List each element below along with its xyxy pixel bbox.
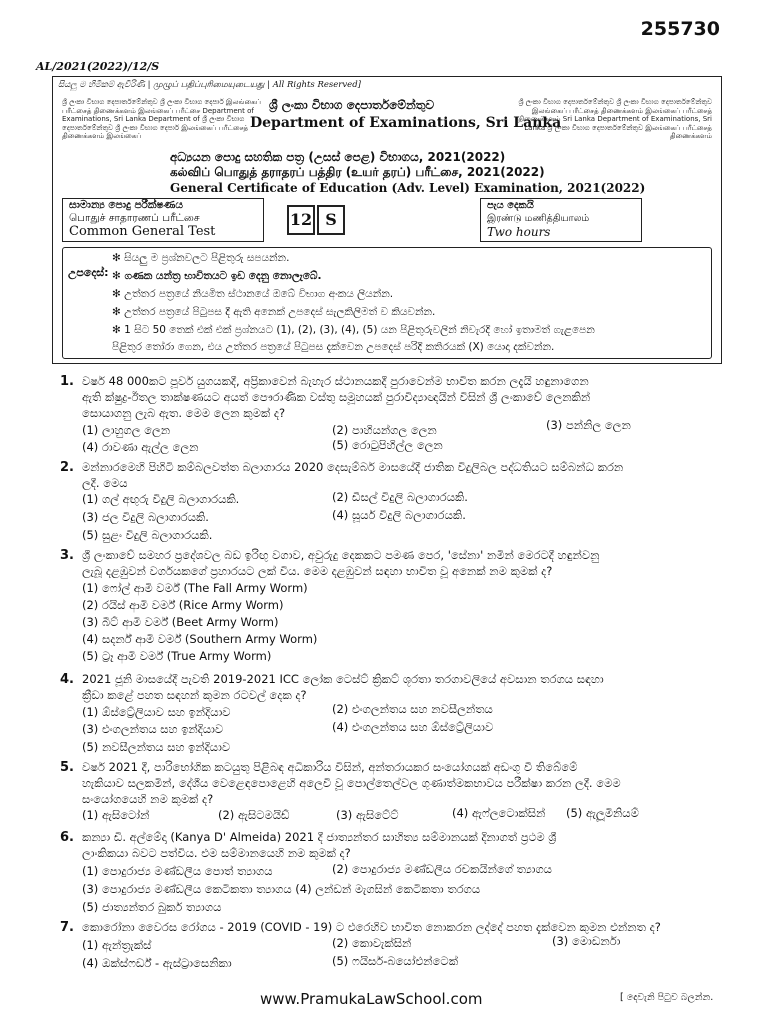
answer-option[interactable]: (1) ෆෝල් ආමි වර්ම් (The Fall Army Worm) — [82, 581, 308, 595]
instructions-heading: උපදෙස්: — [68, 266, 109, 279]
answer-option[interactable]: (5) ෆයිසර්-බයෝඑන්ටෙක් — [332, 954, 459, 968]
subject-tamil: பொதுச் சாதாரணப் பரீட்சை — [69, 212, 200, 224]
question-number: 2. — [60, 460, 74, 475]
question-text: කන්‍යා ඩි. අල්මේදා (Kanya D' Almeida) 2021 දී ජාත්‍යන්තර සාහිත්‍ය සම්මානයක් දිනාගත් ප්‍රථම ශ්‍රී — [82, 830, 557, 844]
answer-option[interactable]: (2) ඇසිටමයිඩ් — [218, 808, 290, 822]
question-text: ලදී. මෙය — [82, 476, 128, 490]
watermark-right: ශ්‍රී ලංකා විභාග දෙපාර්තමේන්තුව ශ්‍රී ලංකා විභාග දෙපාර්තමේන්තුව இலங்கைப் பரீட்சைத் திணைக்களம் இலங்கைப் பரீட்சைத் திணைக்களம் Sri Lanka Department of Examinations, Sri Lanka ශ්‍රී ලංකා විභාග දෙපාර්තමේන්තුව இலங்கைப் பரீட்சைத் திணைக்களம் — [518, 98, 712, 140]
answer-option[interactable]: (5) රොටුපිහිල්ල ලෙන — [332, 438, 443, 452]
department-english: Department of Examinations, Sri Lanka — [250, 115, 562, 131]
question-number: 3. — [60, 548, 74, 563]
answer-option[interactable]: (1) ඇසිටෝන් — [82, 808, 150, 822]
subject-code-number: 12 — [287, 205, 315, 235]
exam-title-tamil: கல்விப் பொதுத் தராதரப் பத்திர (உயர் தரப்) பரீட்சை, 2021(2022) — [170, 165, 545, 179]
question-number: 4. — [60, 672, 74, 687]
answer-option[interactable]: (3) ජල විදුලි බලාගාරයකි. — [82, 510, 209, 524]
subject-english: Common General Test — [69, 224, 216, 239]
answer-option[interactable]: (4) ඇෆ්ලටොක්සින් — [452, 806, 546, 820]
turn-over-note: [ දෙවැනි පිටුව බලන්න. — [620, 992, 714, 1003]
subject-code-letter: S — [317, 205, 345, 235]
question-text: ඇති ක්ෂුද්‍ර-ඊතල තාක්ෂණයට අයත් පෞරාණික වස්තු සමූහයක් පුරාවිද්‍යාඥයින් විසින් ශ්‍රී ලංකාවේ ලෙනකින් — [82, 390, 591, 404]
answer-option[interactable]: (3) ඇසිටේට් — [336, 808, 399, 822]
answer-option[interactable]: (2) පාහියන්ගල ලෙන — [332, 423, 437, 437]
question-text: 2021 ජූනි මාසයේදී පැවති 2019-2021 ICC ලෝක ටෙස්ට් ක්‍රිකට් ශූරතා තරගාවලියේ අවසාන තරගය සඳහා — [82, 672, 604, 686]
answer-option[interactable]: (4) එංගලන්තය සහ ඕස්ට්‍රේලියාව — [332, 720, 494, 734]
question-text: ක්‍රීඩා කළේ පහත සඳහන් කුමන රටවල් දෙක ද? — [82, 688, 307, 702]
instruction-item: පිළිතුර තෝරා ගෙන, එය උත්තර පත්‍රයේ පිටුපස දැක්වෙන උපදෙස් පරිදි කතිරයක් (X) යොදා දක්වන්න. — [112, 341, 555, 353]
duration-tamil: இரண்டு மணித்தியாலம் — [487, 213, 590, 224]
subject-box — [62, 198, 264, 242]
department-sinhala: ශ්‍රී ලංකා විභාග දෙපාර්තමේන්තුව — [265, 98, 438, 113]
instruction-item: ✻ ගණක යන්ත්‍ර භාවිතයට ඉඩ දෙනු නොලැබේ. — [112, 270, 322, 282]
question-text: ශ්‍රී ලංකාවේ සමහර ප්‍රදේශවල බඩ ඉරිඟු වගාව, අවුරුදු දෙකකට පමණ පෙර, 'සේනා' නමින් මෙරටදී හඳුන්වනු — [82, 548, 600, 562]
answer-option[interactable]: (5) ඇලූමිනියම් — [566, 806, 639, 820]
answer-option[interactable]: (4) රාවණා ඇල්ල ලෙන — [82, 440, 199, 454]
answer-option[interactable]: (2) ඩීසල් විදුලි බලාගාරයකි. — [332, 490, 468, 504]
answer-option[interactable]: (2) පොදුරාජ්‍ය මණ්ඩලීය රචකයින්ගේ ත්‍යාගය — [332, 862, 552, 876]
question-number: 5. — [60, 760, 74, 775]
instruction-item: ✻ උත්තර පත්‍රයේ පිටුපස දී ඇති අනෙක් උපදෙස් සැලකිලිමත් ව කියවන්න. — [112, 306, 436, 318]
answer-option[interactable]: (5) ට්‍රෑ ආමි වර්ම් (True Army Worm) — [82, 649, 272, 663]
paper-code: AL/2021(2022)/12/S — [36, 60, 160, 73]
watermark-left: ශ්‍රී ලංකා විභාග දෙපාර්තමේන්තුව ශ්‍රී ලංකා විභාග දෙපාර් இலங்கைப் பரீட்சைத் திணைக்களம் இலங்கைப் பரீட்சை Department of Examinations, Sri Lanka Department of ශ්‍රී ලංකා විභාග දෙපාර්තමේන්තුව ශ්‍රී ලංකා විභාග දෙපාර් இலங்கைப் பரீட்சைத் திணைக்களம் இலங்கைப் — [62, 98, 261, 140]
duration-box — [480, 198, 642, 242]
exam-title-english: General Certificate of Education (Adv. Level) Examination, 2021(2022) — [170, 181, 646, 195]
question-text: හැකියාව සලකමින්, දේශීය වෙළෙඳපොළෙහි අලෙවි වූ පොල්තෙල්වල ගුණාත්මකභාවය පරීක්ෂා කරන ලදී. මෙම — [82, 776, 621, 790]
answer-option[interactable]: (1) ලාහුගල ලෙන — [82, 423, 171, 437]
question-text: මන්නාරමෙහි පිහිටි කම්බලවත්ත බලාගාරය 2020 දෙසැම්බර් මාසයේදී ජාතික විදුලිබල පද්ධතියට සම්බන්ධ කරන — [82, 460, 624, 474]
question-number: 7. — [60, 920, 74, 935]
answer-option[interactable]: (1) ඇන්ත්‍රැක්ස් — [82, 938, 152, 952]
subject-sinhala: සාමාන්‍ය පොදු පරීක්ෂණය — [69, 199, 183, 211]
paper-number: 255730 — [640, 18, 720, 40]
answer-option[interactable]: (1) ඕස්ට්‍රේලියාව සහ ඉන්දියාව — [82, 705, 231, 719]
question-text: ලාංකිකයා බවට පත්විය. එම සම්මානයෙහි නම කුමක් ද? — [82, 846, 351, 860]
answer-option[interactable]: (4) සූර්ය විදුලි බලාගාරයකි. — [332, 508, 466, 522]
answer-option[interactable]: (4) ඔක්ස්ෆර්ඩ් - ඇස්ට්‍රාසෙනිකා — [82, 956, 232, 970]
question-text: වර්ෂ 48 000කට පූර්ව යුගයකදී, අප්‍රිකාවෙන් බැහැර ස්ථානයකදී පුරාවෙන්ම භාවිත කරන ලදැයි හඳුනාගෙන — [82, 374, 589, 388]
rights-notice: සියලු ම හිමිකම් ඇවිරිණි | முழுப் பதிப்புரிமையுடையது | All Rights Reserved] — [58, 80, 361, 90]
duration-sinhala: පැය දෙකයි — [487, 200, 534, 211]
answer-option[interactable]: (3) බීට් ආමි වර්ම් (Beet Army Worm) — [82, 615, 279, 629]
answer-option[interactable]: (3) මොඩර්නා — [552, 934, 621, 948]
answer-option[interactable]: (5) නවසීලන්තය සහ ඉන්දියාව — [82, 740, 231, 754]
answer-option[interactable]: (2) රයිස් ආමි වර්ම් (Rice Army Worm) — [82, 598, 284, 612]
answer-option[interactable]: (3) පන්නිල ලෙන — [546, 418, 631, 432]
instruction-item: ✻ 1 සිට 50 තෙක් එක් එක් ප්‍රශ්නයට (1), (2), (3), (4), (5) යන පිළිතුරුවලින් නිවැරදි හෝ ඉතාමත් ගැළපෙන — [112, 324, 595, 336]
answer-option[interactable]: (3) එංගලන්තය සහ ඉන්දියාව — [82, 722, 224, 736]
answer-option[interactable]: (3) පොදුරාජ්‍ය මණ්ඩලීය කෙටිකතා ත්‍යාගය (4) ලන්ඩන් මැගසින් කෙටිකතා තරගය — [82, 882, 481, 896]
instruction-item: ✻ සියලු ම ප්‍රශ්නවලට පිළිතුරු සපයන්න. — [112, 252, 290, 264]
instruction-item: ✻ උත්තර පත්‍රයේ නියමිත ස්ථානයේ ඔබේ විභාග අංකය ලියන්න. — [112, 288, 394, 300]
answer-option[interactable]: (1) පොදුරාජ්‍ය මණ්ඩලීය පොත් ත්‍යාගය — [82, 864, 273, 878]
question-text: සංයෝගයෙහි නම කුමක් ද? — [82, 792, 214, 806]
question-text: කොරෝනා වෛරස රෝගය - 2019 (COVID - 19) ට එරෙහිව භාවිත නොකරන ලද්දේ පහත දැක්වෙන කුමන එන්නත ද? — [82, 920, 661, 934]
question-number: 6. — [60, 830, 74, 845]
footer-url[interactable]: www.PramukaLawSchool.com — [260, 990, 483, 1008]
exam-title-sinhala: අධ්‍යයන පොදු සහතික පත්‍ර (උසස් පෙළ) විභාගය, 2021(2022) — [170, 150, 506, 164]
question-text: සොයාගනු ලැබ ඇත. මෙම ලෙන කුමක් ද? — [82, 406, 286, 420]
question-number: 1. — [60, 374, 74, 389]
answer-option[interactable]: (5) ජාත්‍යන්තර බුකර් ත්‍යාගය — [82, 900, 222, 914]
answer-option[interactable]: (2) කොවැක්සින් — [332, 936, 412, 950]
question-text: වර්ෂ 2021 දී, පාරිභෝගික කටයුතු පිළිබඳ අධිකාරිය විසින්, අන්තරායකර සංයෝගයක් අඩංගු වී තිබේමේ — [82, 760, 578, 774]
question-text: ලැබූ දළඹුවන් වර්ගයකගේ ප්‍රහාරයට ලක් විය. මෙම දළඹුවන් සඳහා භාවිත වූ අනෙක් නම කුමක් ද? — [82, 564, 553, 578]
answer-option[interactable]: (4) සදර්න් ආමි වර්ම් (Southern Army Worm) — [82, 632, 318, 646]
answer-option[interactable]: (5) සුළං විදුලි බලාගාරයකි. — [82, 528, 213, 542]
duration-english: Two hours — [487, 225, 551, 239]
answer-option[interactable]: (2) එංගලන්තය සහ නවසීලන්තය — [332, 702, 493, 716]
answer-option[interactable]: (1) ගල් අඟුරු විදුලි බලාගාරයකි. — [82, 492, 240, 506]
